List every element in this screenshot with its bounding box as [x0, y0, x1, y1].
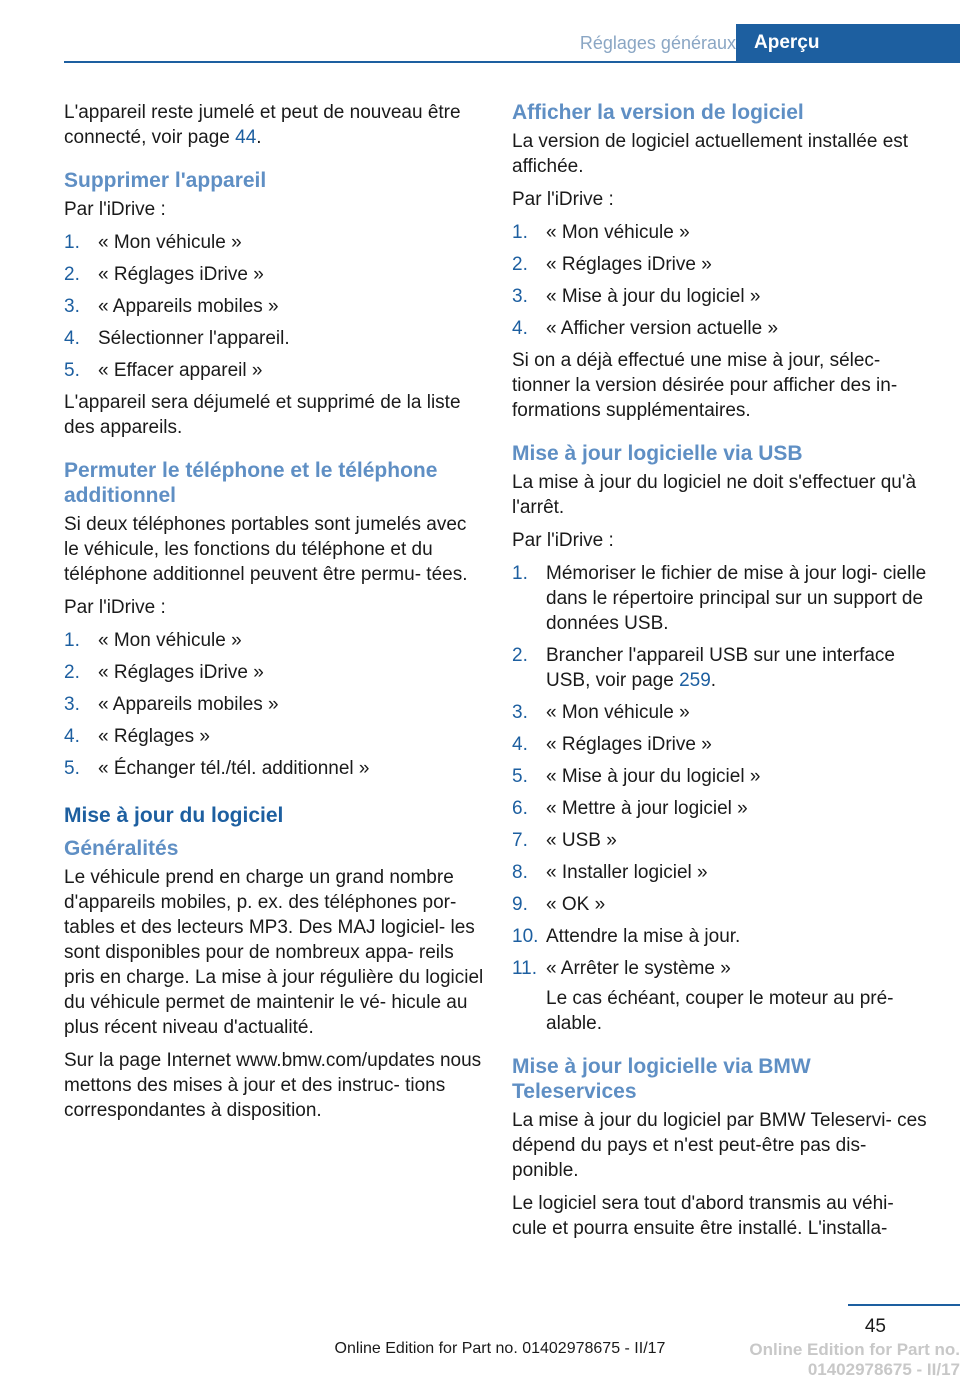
version-steps-list	[512, 220, 932, 341]
list-item: 2. « Réglages iDrive »	[512, 254, 712, 275]
heading-swap-phone: Permuter le téléphone et le téléphone additionnel	[64, 459, 438, 507]
swap-steps-list	[64, 628, 484, 781]
page-number: 45	[864, 1316, 886, 1337]
page-link-259[interactable]: 259	[679, 670, 711, 691]
footer-rule	[848, 1304, 960, 1306]
list-item: 3. « Appareils mobiles »	[64, 694, 279, 715]
general-paragraph: Le véhicule prend en charge un grand nombre d'appareils mobiles, p. ex. des téléphones por‐ tables et des lecteurs MP3. Des MAJ logiciel‐ les sont disponibles pour de nombreux appa‐ reils pris en charge. La mise à jour régulière du logiciel du véhicule permet de maintenir le vé‐ hicule au plus récent niveau d'actualité.	[64, 867, 484, 1038]
delete-steps-list	[64, 230, 484, 383]
heading-delete-device: Supprimer l'appareil	[64, 169, 267, 192]
list-item: 1. « Mon véhicule »	[64, 232, 242, 253]
list-item: 1. « Mon véhicule »	[512, 222, 690, 243]
heading-usb-update: Mise à jour logicielle via USB	[512, 442, 803, 465]
delete-result-paragraph: L'appareil sera déjumelé et supprimé de la liste des appareils.	[64, 392, 461, 438]
list-item: 5. « Mise à jour du logiciel »	[512, 766, 761, 787]
heading-teleservices: Mise à jour logicielle via BMW Teleservices	[512, 1055, 811, 1103]
via-idrive: Par l'iDrive :	[512, 530, 614, 551]
list-item: 5. « Effacer appareil »	[64, 360, 263, 381]
website-paragraph: Sur la page Internet www.bmw.com/updates nous mettons des mises à jour et des instruc‐ tions correspondantes à disposition.	[64, 1050, 482, 1121]
via-idrive: Par l'iDrive :	[64, 199, 166, 220]
left-column	[64, 100, 484, 1131]
heading-software-update: Mise à jour du logiciel	[64, 804, 284, 827]
list-item: 4. « Réglages iDrive »	[512, 734, 712, 755]
header-tab-apercu: Aperçu	[736, 24, 960, 62]
teleservices-paragraph-1: La mise à jour du logiciel par BMW Teleservi‐ ces dépend du pays et n'est peut-être pas dis‐ ponible.	[512, 1110, 927, 1181]
list-item: 8. « Installer logiciel »	[512, 862, 708, 883]
list-item: 10. Attendre la mise à jour.	[512, 926, 741, 947]
page-link-44[interactable]: 44	[235, 127, 257, 148]
header-rule	[64, 61, 960, 63]
page-header	[0, 0, 960, 66]
list-item: 3. « Mise à jour du logiciel »	[512, 286, 761, 307]
right-column	[512, 100, 932, 1249]
via-idrive: Par l'iDrive :	[512, 189, 614, 210]
swap-paragraph: Si deux téléphones portables sont jumelés avec le véhicule, les fonctions du téléphone et du téléphone additionnel peuvent être permu‐ tées.	[64, 514, 468, 585]
watermark: Online Edition for Part no. 01402978675 - II/17	[749, 1340, 960, 1379]
via-idrive: Par l'iDrive :	[64, 597, 166, 618]
list-item: 2. « Réglages iDrive »	[64, 662, 264, 683]
teleservices-paragraph-2: Le logiciel sera tout d'abord transmis au véhi‐ cule et pourra ensuite être installé. L'installa‐	[512, 1193, 894, 1239]
list-item: 2. Brancher l'appareil USB sur une interface USB, voir page 259.	[512, 645, 895, 691]
version-after-paragraph: Si on a déjà effectué une mise à jour, sélec‐ tionner la version désirée pour afficher des in‐ formations supplémentaires.	[512, 350, 898, 421]
list-item: 2. « Réglages iDrive »	[64, 264, 264, 285]
version-paragraph: La version de logiciel actuellement installée est affichée.	[512, 131, 909, 177]
edition-footer: Online Edition for Part no. 01402978675 - II/17	[334, 1340, 666, 1357]
usb-paragraph: La mise à jour du logiciel ne doit s'effectuer qu'à l'arrêt.	[512, 472, 917, 518]
intro-paragraph: L'appareil reste jumelé et peut de nouveau être connecté, voir page 44.	[64, 102, 461, 148]
list-item: 3. « Appareils mobiles »	[64, 296, 279, 317]
heading-show-version: Afficher la version de logiciel	[512, 101, 804, 124]
usb-steps-list	[512, 561, 932, 1036]
list-item: 7. « USB »	[512, 830, 617, 851]
list-item: 3. « Mon véhicule »	[512, 702, 690, 723]
list-item: 9. « OK »	[512, 894, 606, 915]
list-item: 4. Sélectionner l'appareil.	[64, 328, 290, 349]
heading-general: Généralités	[64, 837, 179, 860]
list-item: 1. « Mon véhicule »	[64, 630, 242, 651]
header-section-title: Réglages généraux	[579, 33, 736, 53]
list-item: 6. « Mettre à jour logiciel »	[512, 798, 748, 819]
list-item: 5. « Échanger tél./tél. additionnel »	[64, 758, 370, 779]
list-item: 4. « Réglages »	[64, 726, 210, 747]
list-item: 11. « Arrêter le système » Le cas échéant, couper le moteur au pré‐ alable.	[512, 958, 894, 1034]
list-item: 1. Mémoriser le fichier de mise à jour logi‐ cielle dans le répertoire principal sur un support de données USB.	[512, 563, 927, 634]
list-item: 4. « Afficher version actuelle »	[512, 318, 779, 339]
